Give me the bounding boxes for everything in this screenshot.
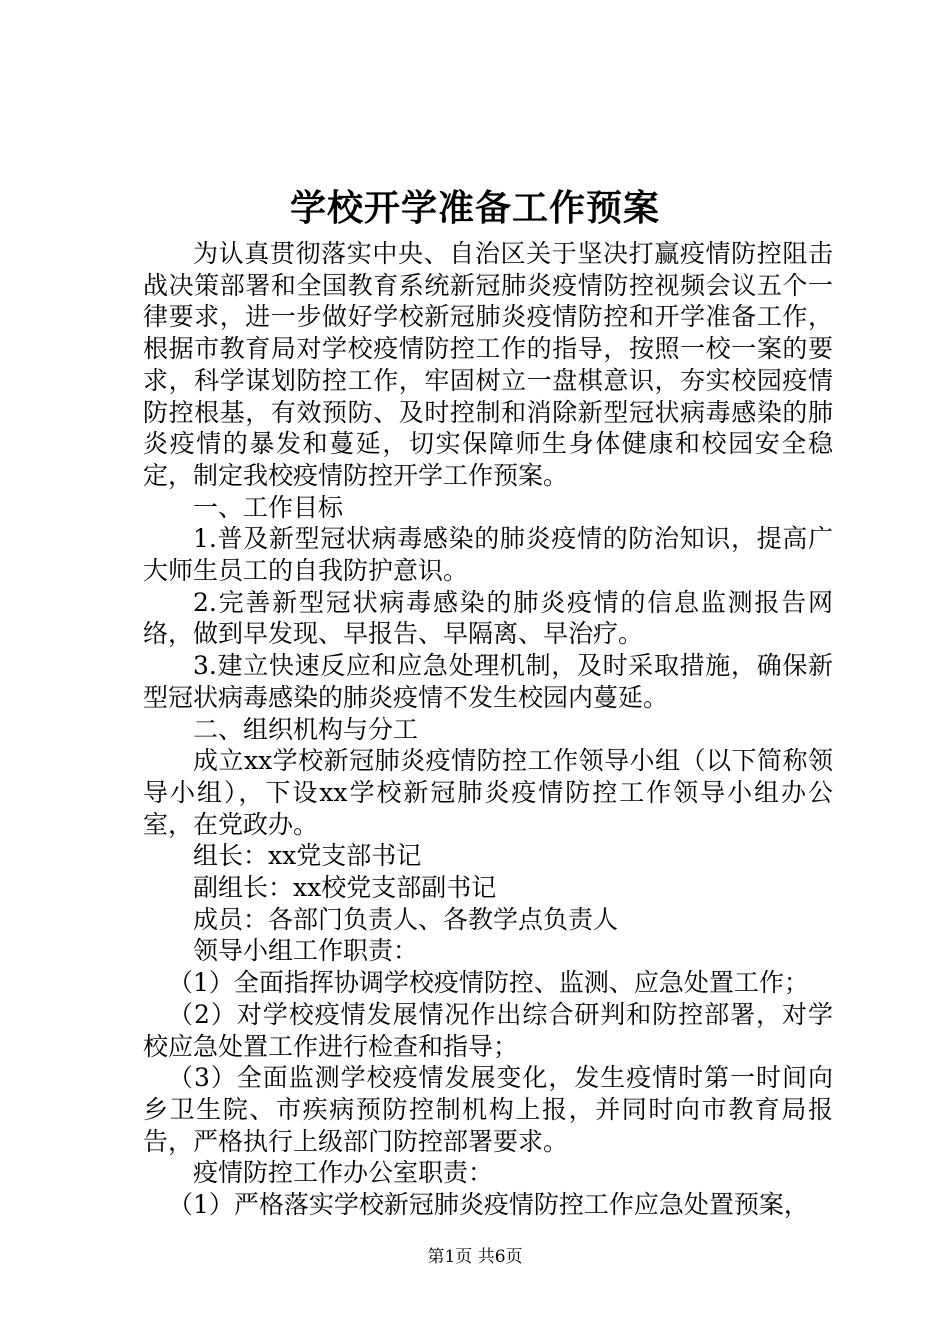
intro-paragraph: 为认真贯彻落实中央、自治区关于坚决打赢疫情防控阻击战决策部署和全国教育系统新冠肺炎疫情防控视频会议五个一律要求，进一步做好学校新冠肺炎疫情防控和开学准备工作，根据市教育局对学校疫情防控工作的指导，按照一校一案的要求，科学谋划防控工作，牢固树立一盘棋意识，夯实校园疫情防控根基，有效预防、及时控制和消除新型冠状病毒感染的肺炎疫情的暴发和蔓延，切实保障师生身体健康和校园安全稳定，制定我校疫情防控开学工作预案。: [143, 239, 833, 490]
leader-line: 组长：xx党支部书记: [193, 841, 422, 871]
goal-item-3: 3.建立快速反应和应急处理机制，及时采取措施，确保新型冠状病毒感染的肺炎疫情不发生校园内蔓延。: [143, 651, 833, 712]
members-line: 成员：各部门负责人、各教学点负责人: [193, 904, 619, 934]
organization-paragraph: 成立xx学校新冠肺炎疫情防控工作领导小组（以下简称领导小组），下设xx学校新冠肺炎疫情防控工作领导小组办公室，在党政办。: [143, 746, 833, 839]
page-number-footer: 第1页 共6页: [427, 1247, 523, 1267]
section-heading-organization: 二、组织机构与分工: [193, 714, 419, 744]
goal-item-1: 1.普及新型冠状病毒感染的肺炎疫情的防治知识，提高广大师生员工的自我防护意识。: [143, 524, 833, 586]
office-duties-heading: 疫情防控工作办公室职责：: [193, 1158, 494, 1188]
deputy-leader-line: 副组长：xx校党支部副书记: [193, 873, 497, 903]
document-title: 学校开学准备工作预案: [289, 187, 660, 229]
leadership-duty-1: （1）全面指挥协调学校疫情防控、监测、应急处置工作；: [168, 968, 809, 998]
leadership-duty-3: （3）全面监测学校疫情发展变化，发生疫情时第一时间向乡卫生院、市疾病预防控制机构上报，并同时向市教育局报告，严格执行上级部门防控部署要求。: [143, 1063, 833, 1156]
leadership-duties-heading: 领导小组工作职责：: [193, 936, 419, 966]
goal-item-2: 2.完善新型冠状病毒感染的肺炎疫情的信息监测报告网络，做到早发现、早报告、早隔离、早治疗。: [143, 587, 833, 649]
leadership-duty-2: （2）对学校疫情发展情况作出综合研判和防控部署，对学校应急处置工作进行检查和指导；: [143, 999, 833, 1061]
document-body: [143, 238, 833, 1221]
office-duty-1: （1）严格落实学校新冠肺炎疫情防控工作应急处置预案，: [168, 1190, 809, 1220]
section-heading-goals: 一、工作目标: [193, 492, 344, 522]
